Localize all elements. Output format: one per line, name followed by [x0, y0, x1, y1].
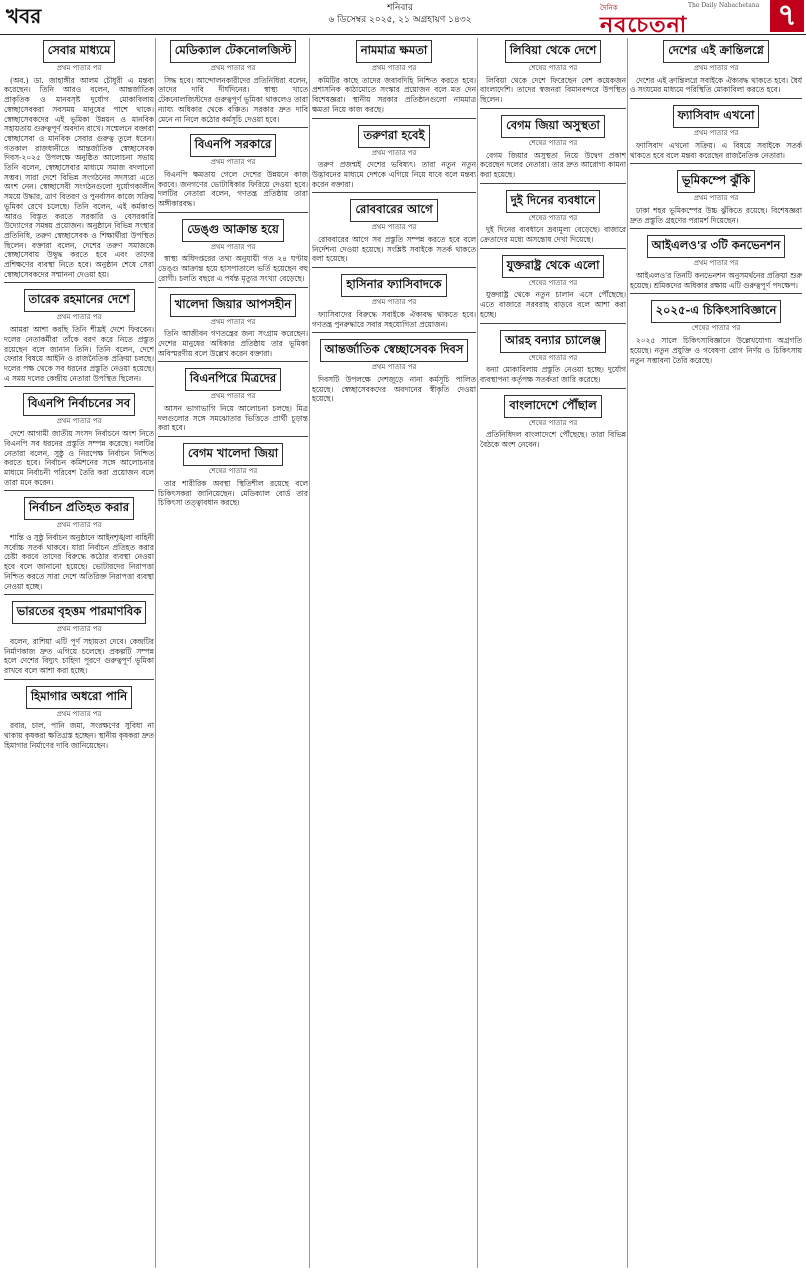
- article-body: স্বাস্থ্য অধিদপ্তরের তথ্য অনুযায়ী গত ২৪ ঘণ্টায় ডেঙ্গু আক্রান্ত হয়ে হাসপাতালে ভর্তি হয়েছেন বহু রোগী। চলতি বছরে এ পর্যন্ত মৃত্যুর সংখ্যা বেড়েছে।: [158, 254, 308, 283]
- article-divider: [312, 118, 476, 119]
- article-headline: লিবিয়া থেকে দেশে: [505, 40, 602, 63]
- article-headline: আন্তর্জাতিক স্বেচ্ছাসেবক দিবস: [320, 339, 469, 362]
- article-headline: সেবার মাধ্যমে: [43, 40, 116, 63]
- article-divider: [312, 192, 476, 193]
- continuation-label: প্রথম পাতার পর: [371, 223, 417, 232]
- article-divider: [480, 323, 626, 324]
- article: [4, 393, 154, 491]
- article-divider: [630, 98, 802, 99]
- article-body: রোববারের আগে সব প্রস্তুতি সম্পন্ন করতে হবে বলে নির্দেশনা দেওয়া হয়েছে। সংশ্লিষ্ট সবাইকে সতর্ক থাকতে বলা হয়েছে।: [312, 235, 476, 264]
- article: [158, 219, 308, 288]
- article-headline: বাংলাদেশে পৌঁছাল: [504, 395, 601, 418]
- continuation-label: প্রথম পাতার পর: [371, 148, 417, 157]
- column-rule: [627, 38, 628, 1268]
- article: [158, 134, 308, 213]
- continuation-label: প্রথম পাতার পর: [210, 242, 256, 251]
- newspaper-logo: [596, 0, 766, 38]
- article-divider: [4, 490, 154, 491]
- article-divider: [312, 267, 476, 268]
- article-divider: [480, 108, 626, 109]
- article-headline: বেগম জিয়া অসুস্থতা: [501, 115, 605, 138]
- article: [158, 294, 308, 363]
- article: [480, 395, 626, 450]
- continuation-label: প্রথম পাতার পর: [56, 625, 102, 634]
- article-body: দেশের এই ক্রান্তিলগ্নে সবাইকে ঐক্যবদ্ধ থাকতে হবে। ধৈর্য ও সংযমের মাধ্যমে পরিস্থিতি মোকাবিলা করতে হবে।: [630, 75, 802, 95]
- article-divider: [4, 282, 154, 283]
- article-headline: বেগম খালেদা জিয়া: [183, 443, 283, 466]
- article: [312, 199, 476, 268]
- column-rule: [477, 38, 478, 1268]
- continuation-label: প্রথম পাতার পর: [210, 64, 256, 72]
- article-divider: [630, 293, 802, 294]
- column-2: [158, 38, 308, 1268]
- article: [312, 339, 476, 404]
- logo-text: নবচেতনা: [600, 12, 688, 38]
- date-label: ৬ ডিসেম্বর ২০২৫, ২১ অগ্রহায়ণ ১৪৩২: [328, 15, 472, 25]
- article-body: দুই দিনের ব্যবধানে দ্রব্যমূল্য বেড়েছে। বাজারে ক্রেতাদের মধ্যে অসন্তোষ দেখা দিয়েছে।: [480, 225, 626, 245]
- article-divider: [158, 212, 308, 213]
- article-headline: নামমাত্র ক্ষমতা: [356, 40, 432, 63]
- article: [480, 255, 626, 324]
- article: [158, 40, 308, 128]
- article-divider: [480, 248, 626, 249]
- article-headline: ডেঙ্গু আক্রান্ত হয়ে: [182, 219, 284, 242]
- continuation-label: শেষের পাতার পর: [528, 213, 578, 222]
- article-body: রবার, চাল, পানি জমা, সংরক্ষণের সুবিধা না থাকায় কৃষকরা ক্ষতিগ্রস্ত হচ্ছেন। স্থানীয় কৃষকরা দ্রুত হিমাগার নির্মাণের দাবি জানিয়েছেন।: [4, 721, 154, 750]
- continuation-label: শেষের পাতার পর: [528, 64, 578, 72]
- article-body: তিনি আজীবন গণতন্ত্রের জন্য সংগ্রাম করেছেন। দেশের মানুষের অধিকার প্রতিষ্ঠায় তার ভূমিকা অবিস্মরণীয় বলে উল্লেখ করেন বক্তারা।: [158, 329, 308, 358]
- continuation-label: প্রথম পাতার পর: [56, 709, 102, 718]
- masthead: [0, 0, 806, 38]
- article-body: ২০২৫ সালে চিকিৎসাবিজ্ঞানে উল্লেখযোগ্য অগ্রগতি হয়েছে। নতুন প্রযুক্তি ও গবেষণা রোগ নির্ণয় ও চিকিৎসায় নতুন সম্ভাবনা তৈরি করেছে।: [630, 336, 802, 365]
- article-headline: দুই দিনের ব্যবধানে: [506, 190, 601, 213]
- article-headline: তরুণরা হবেই: [358, 125, 429, 148]
- article-body: বিএনপি ক্ষমতায় গেলে দেশের উন্নয়নে কাজ করবে। জনগণের ভোটাধিকার ফিরিয়ে দেওয়া হবে। দলটির নেতারা বলেন, গণতন্ত্র প্রতিষ্ঠায় তারা অঙ্গীকারবদ্ধ।: [158, 169, 308, 209]
- continuation-label: শেষের পাতার পর: [528, 138, 578, 147]
- continuation-label: প্রথম পাতার পর: [210, 392, 256, 401]
- column-rule: [309, 38, 310, 1268]
- article: [312, 125, 476, 194]
- continuation-label: শেষের পাতার পর: [691, 324, 741, 333]
- continuation-label: শেষের পাতার পর: [528, 418, 578, 427]
- article-headline: নির্বাচন প্রতিহত করার: [24, 497, 134, 520]
- article-headline: বিএনপি সরকারে: [190, 134, 277, 157]
- column-4: [480, 38, 626, 1268]
- article-divider: [630, 228, 802, 229]
- dateline: [300, 2, 500, 26]
- article: [480, 40, 626, 109]
- article-body: বেগম জিয়ার অসুস্থতা নিয়ে উদ্বেগ প্রকাশ করেছেন দলের নেতারা। তার দ্রুত আরোগ্য কামনা করা হয়েছে।: [480, 150, 626, 179]
- continuation-label: প্রথম পাতার পর: [693, 129, 739, 138]
- article-body: বলেন, রাশিয়া এটি পূর্ণ সহায়তা দেবে। কেন্দ্রটির নির্মাণকাজ দ্রুত এগিয়ে চলেছে। প্রকল্পটি সম্পন্ন হলে দেশের বিদ্যুৎ চাহিদা পূরণে গুরুত্বপূর্ণ ভূমিকা রাখবে বলে আশা করা হচ্ছে।: [4, 636, 154, 676]
- article-body: আসন ভাগাভাগি নিয়ে আলোচনা চলছে। মিত্র দলগুলোর সঙ্গে সমঝোতার ভিত্তিতে প্রার্থী চূড়ান্ত করা হবে।: [158, 404, 308, 433]
- article-body: দিবসটি উপলক্ষে দেশজুড়ে নানা কর্মসূচি পালিত হয়েছে। স্বেচ্ছাসেবকদের অবদানের স্বীকৃতি দেওয়া হয়েছে।: [312, 374, 476, 404]
- day-label: শনিবার: [387, 3, 413, 13]
- article-headline: রোববারের আগে: [350, 199, 437, 222]
- column-rule: [155, 38, 156, 1268]
- article-divider: [158, 287, 308, 288]
- column-3: [312, 38, 476, 1268]
- page-number: ৭: [770, 0, 804, 32]
- continuation-label: প্রথম পাতার পর: [371, 298, 417, 307]
- article-body: ফ্যাসিবাদ এখনো সক্রিয়। এ বিষয়ে সবাইকে সতর্ক থাকতে হবে বলে মন্তব্য করেছেন রাজনৈতিক নেতারা।: [630, 140, 802, 160]
- article: [4, 601, 154, 680]
- article-body: প্রতিনিধিদল বাংলাদেশে পৌঁছেছে। তারা বিভিন্ন বৈঠকে অংশ নেবেন।: [480, 430, 626, 450]
- article: [480, 330, 626, 389]
- article-headline: ভূমিকম্পে ঝুঁকি: [677, 170, 755, 193]
- article: [312, 40, 476, 119]
- continuation-label: প্রথম পাতার পর: [210, 317, 256, 326]
- article-divider: [4, 386, 154, 387]
- article-body: বন্যা মোকাবিলায় প্রস্তুতি নেওয়া হচ্ছে। দুর্যোগ ব্যবস্থাপনা কর্তৃপক্ষ সতর্কতা জারি করেছে।: [480, 365, 626, 384]
- article: [630, 170, 802, 229]
- article-body: আমরা আশা করছি তিনি শীঘ্রই দেশে ফিরবেন। দলের নেতাকর্মীরা তাঁকে বরণ করে নিতে প্রস্তুত রয়েছেন বলে জানান তিনি। তিনি বলেন, দেশে ফেরার বিষয়ে আইনি ও রাজনৈতিক প্রক্রিয়া চলছে। দলের পক্ষ থেকে সব ধরনের প্রস্তুতি নেওয়া হয়েছে। এ সময় দলের কেন্দ্রীয় নেতারা উপস্থিত ছিলেন।: [4, 325, 154, 383]
- article-divider: [158, 436, 308, 437]
- article-body: ঢাকা শহর ভূমিকম্পের উচ্চ ঝুঁকিতে রয়েছে। বিশেষজ্ঞরা দ্রুত প্রস্তুতি গ্রহণের পরামর্শ দিয়েছেন।: [630, 205, 802, 225]
- logo-english: The Daily Nabachetana: [688, 2, 760, 9]
- article-headline: ফ্যাসিবাদ এখনো: [673, 105, 760, 128]
- article-headline: যুক্তরাষ্ট্র থেকে এলো: [502, 255, 605, 278]
- continuation-label: প্রথম পাতার পর: [693, 259, 739, 268]
- article-divider: [4, 679, 154, 680]
- continuation-label: প্রথম পাতার পর: [693, 194, 739, 203]
- article-divider: [480, 388, 626, 389]
- continuation-label: প্রথম পাতার পর: [56, 417, 102, 426]
- logo-small: দৈনিক: [600, 4, 618, 12]
- article-divider: [480, 183, 626, 184]
- article-divider: [312, 332, 476, 333]
- article: [630, 105, 802, 164]
- article-body: তরুণ প্রজন্মই দেশের ভবিষ্যৎ। তারা নতুন নতুন উদ্ভাবনের মাধ্যমে দেশকে এগিয়ে নিয়ে যাবে বলে মন্তব্য করেন বক্তারা।: [312, 160, 476, 189]
- article-body: দেশে আগামী জাতীয় সংসদ নির্বাচনে অংশ নিতে বিএনপি সব ধরনের প্রস্তুতি সম্পন্ন করেছে। দলটির নেতারা বলেন, সুষ্ঠু ও নিরপেক্ষ নির্বাচন নিশ্চিত করতে হবে। নির্বাচন কমিশনের সঙ্গে আলোচনার মাধ্যমে নির্বাচনী পরিবেশ তৈরি করা প্রয়োজন বলে তারা মনে করেন।: [4, 429, 154, 487]
- article: [4, 686, 154, 751]
- article-body: আইএলও'র তিনটি কনভেনশন অনুসমর্থনের প্রক্রিয়া শুরু হয়েছে। শ্রমিকদের অধিকার রক্ষায় এটি গুরুত্বপূর্ণ পদক্ষেপ।: [630, 271, 802, 290]
- article-body: যুক্তরাষ্ট্র থেকে নতুন চালান এসে পৌঁছেছে। এতে বাজারে সরবরাহ বাড়বে বলে আশা করা হচ্ছে।: [480, 290, 626, 319]
- article-headline: বিএনপি নির্বাচনের সব: [23, 393, 135, 416]
- article: [480, 190, 626, 249]
- article-headline: আরহ বন্যার চ্যালেঞ্জ: [500, 330, 606, 353]
- article-headline: দেশের এই ক্রান্তিলগ্নে: [663, 40, 768, 63]
- article: [4, 40, 154, 283]
- article: [312, 274, 476, 333]
- continuation-label: প্রথম পাতার পর: [693, 64, 739, 72]
- continuation-label: প্রথম পাতার পর: [56, 64, 102, 72]
- article: [158, 368, 308, 437]
- article-divider: [630, 163, 802, 164]
- article-headline: হাসিনার ফ্যাসিবাদকে: [341, 274, 446, 297]
- continuation-label: শেষের পাতার পর: [208, 467, 258, 476]
- article: [4, 497, 154, 595]
- article-headline: মেডিক্যাল টেকনোলজিস্ট: [170, 40, 296, 63]
- column-1: [4, 38, 154, 1268]
- article-divider: [4, 594, 154, 595]
- article-headline: আইএলও'র ৩টি কনভেনশন: [647, 235, 786, 258]
- article-body: (অব.) ডা. জাহাঙ্গীর আলম চৌধুরী এ মন্তব্য করেছেন। তিনি আরও বলেন, আন্তর্জাতিক প্রাকৃতিক ও মানবসৃষ্ট দুর্যোগ মোকাবিলায় স্বেচ্ছাসেবকরা সবসময় মানুষের পাশে থাকে। স্বেচ্ছাসেবকদের এই ভূমিকা উন্নয়ন ও মানবিক সহায়তায় গুরুত্বপূর্ণ অবদান রাখে। সম্মেলনে বক্তারা স্বেচ্ছাসেবা ও মানবিক সেবার গুরুত্ব তুলে ধরেন। গতকাল রাজধানীতে আন্তর্জাতিক স্বেচ্ছাসেবক দিবস-২০২৫ উপলক্ষে অনুষ্ঠিত আলোচনা সভায় তিনি বলেন, স্বেচ্ছাসেবার মাধ্যমে সমাজ বদলানো সম্ভব। সারা দেশে বিভিন্ন সংগঠনের সদস্যরা এতে অংশ নেন। স্বেচ্ছাসেবী সংগঠনগুলো দুর্যোগকালীন সময়ে উদ্ধার, ত্রাণ বিতরণ ও পুনর্বাসন কাজে সক্রিয় ভূমিকা রেখে চলেছে। তিনি বলেন, এই কর্মকাণ্ড আরও বিস্তৃত করতে সরকারি ও বেসরকারি উদ্যোগের সমন্বয় প্রয়োজন। অনুষ্ঠানে বিভিন্ন সংস্থার প্রতিনিধি, তরুণ স্বেচ্ছাসেবক ও শিক্ষার্থীরা উপস্থিত ছিলেন। বক্তারা বলেন, দেশের তরুণ সমাজকে স্বেচ্ছাসেবায় উদ্বুদ্ধ করতে হবে এবং তাদের প্রশিক্ষণের ব্যবস্থা নিতে হবে। অনুষ্ঠান শেষে সেরা স্বেচ্ছাসেবকদের সম্মাননা দেওয়া হয়।: [4, 75, 154, 279]
- continuation-label: প্রথম পাতার পর: [210, 158, 256, 167]
- article: [480, 115, 626, 184]
- article-body: ফ্যাসিবাদের বিরুদ্ধে সবাইকে ঐক্যবদ্ধ থাকতে হবে। গণতন্ত্র পুনরুদ্ধারে সবার সহযোগিতা প্রয়োজন।: [312, 309, 476, 329]
- article: [4, 289, 154, 387]
- article-headline: ভারতের বৃহত্তম পারমাণবিক: [12, 601, 147, 624]
- article-divider: [158, 127, 308, 128]
- continuation-label: প্রথম পাতার পর: [371, 363, 417, 372]
- article: [630, 40, 802, 99]
- article-body: তার শারীরিক অবস্থা স্থিতিশীল রয়েছে বলে চিকিৎসকরা জানিয়েছেন। মেডিক্যাল বোর্ড তার চিকিৎসা তত্ত্বাবধান করছে।: [158, 478, 308, 508]
- article-body: লিবিয়া থেকে দেশে ফিরেছেন বেশ কয়েকজন বাংলাদেশি। তাদের স্বজনরা বিমানবন্দরে উপস্থিত ছিলেন।: [480, 75, 626, 105]
- continuation-label: শেষের পাতার পর: [528, 278, 578, 287]
- article-divider: [158, 361, 308, 362]
- article-body: কমিটির কাছে তাদের জবাবদিহি নিশ্চিত করতে হবে। প্রশাসনিক কাঠামোতে সংস্কার প্রয়োজন বলে মত দেন বিশেষজ্ঞরা। স্থানীয় সরকার প্রতিষ্ঠানগুলো নামমাত্র ক্ষমতা নিয়ে কাজ করছে।: [312, 75, 476, 114]
- article: [630, 235, 802, 294]
- section-label: খবর: [6, 4, 42, 28]
- article-headline: খালেদা জিয়ার আপসহীন: [170, 294, 297, 317]
- article-headline: হিমাগার অধরো পানি: [26, 686, 132, 709]
- continuation-label: প্রথম পাতার পর: [56, 521, 102, 530]
- article-headline: তারেক রহমানের দেশে: [24, 289, 135, 312]
- article-body: সিদ্ধ হবে। আন্দোলনকারীদের প্রতিনিধিরা বলেন, তাদের দাবি দীর্ঘদিনের। স্বাস্থ্য খাতে টেকনোলজিস্টদের গুরুত্বপূর্ণ ভূমিকা থাকলেও তারা ন্যায্য অধিকার থেকে বঞ্চিত। সরকার দ্রুত দাবি মেনে না নিলে কঠোর কর্মসূচি দেওয়া হবে।: [158, 75, 308, 124]
- article-headline: ২০২৫-এ চিকিৎসাবিজ্ঞানে: [651, 300, 782, 323]
- continuation-label: শেষের পাতার পর: [528, 353, 578, 362]
- article: [158, 443, 308, 508]
- article-body: শান্তি ও সুষ্ঠু নির্বাচন অনুষ্ঠানে আইনশৃঙ্খলা বাহিনী সর্বোচ্চ সতর্ক থাকবে। যারা নির্বাচন প্রতিহত করার চেষ্টা করবে তাদের বিরুদ্ধে কঠোর ব্যবস্থা নেওয়া হবে বলে জানানো হয়েছে। ভোটারদের নিরাপত্তা নিশ্চিত করতে সারা দেশে অতিরিক্ত নিরাপত্তা ব্যবস্থা নেওয়া হচ্ছে।: [4, 533, 154, 591]
- continuation-label: প্রথম পাতার পর: [371, 64, 417, 72]
- column-5: [630, 38, 802, 1268]
- article-headline: বিএনপিরে মিত্রদের: [185, 368, 281, 391]
- article: [630, 300, 802, 365]
- continuation-label: প্রথম পাতার পর: [56, 313, 102, 322]
